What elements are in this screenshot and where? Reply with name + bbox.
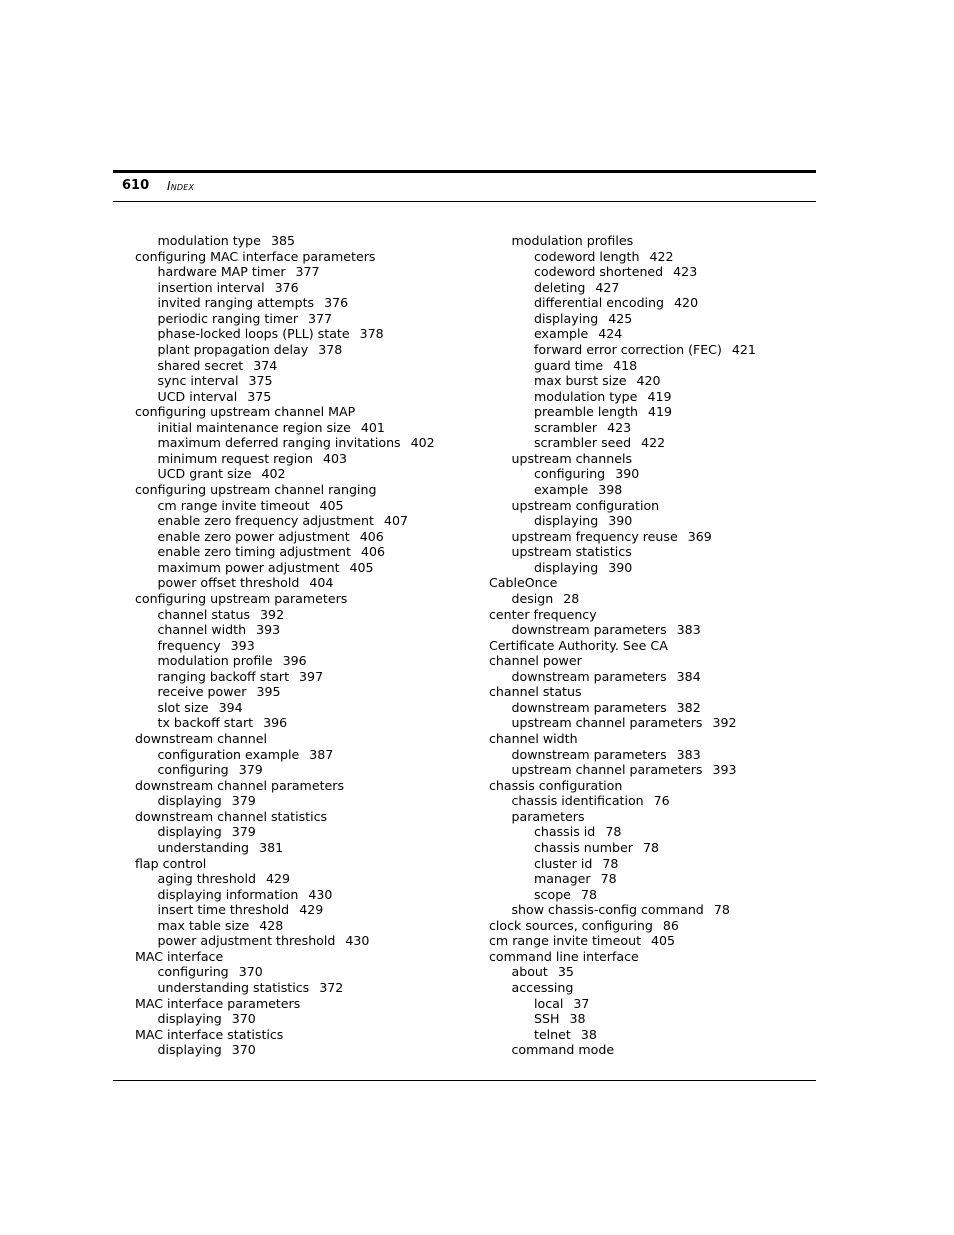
index-term: configuring (157, 964, 229, 980)
index-term: phase-locked loops (PLL) state (157, 326, 350, 342)
index-term: plant propagation delay (157, 341, 309, 357)
index-entry (135, 326, 435, 342)
index-entry (489, 653, 756, 669)
index-entry (135, 918, 435, 934)
index-term: SSH (534, 1011, 560, 1027)
index-entry (135, 949, 435, 965)
index-page-ref: 429 (266, 871, 291, 887)
index-term: downstream parameters (511, 622, 667, 638)
index-term: enable zero power adjustment (157, 528, 350, 544)
index-page-ref: 407 (383, 513, 409, 529)
index-term: show chassis-config command (511, 902, 704, 918)
index-page-ref: 394 (218, 699, 243, 715)
index-entry (135, 887, 435, 903)
index-entry (489, 358, 756, 374)
header-top-rule (113, 170, 816, 173)
index-entry (489, 933, 756, 949)
index-term: enable zero frequency adjustment (157, 513, 374, 529)
index-term: preamble length (534, 404, 639, 420)
index-term: configuring upstream parameters (135, 590, 348, 606)
index-term: upstream channel parameters (511, 762, 703, 778)
index-entry (489, 996, 756, 1012)
page-number: 610 (122, 178, 150, 193)
index-term: cm range invite timeout (489, 933, 642, 949)
index-page-ref: 383 (676, 746, 701, 762)
index-page-ref: 382 (676, 699, 701, 715)
index-term: displaying (157, 1011, 222, 1027)
index-term: UCD grant size (157, 466, 252, 482)
index-term: channel width (489, 731, 578, 746)
index-page-ref: 374 (253, 357, 278, 373)
index-page-ref: 395 (256, 684, 281, 700)
index-term: insertion interval (157, 279, 265, 295)
index-page-ref: 78 (580, 886, 597, 902)
index-entry (135, 902, 435, 918)
index-entry (135, 529, 435, 545)
index-entry (135, 591, 435, 607)
index-term: understanding statistics (157, 980, 310, 995)
index-page-ref: 78 (713, 902, 730, 918)
index-entry (489, 373, 756, 389)
index-entry (489, 638, 756, 654)
index-term: displaying (534, 559, 599, 575)
index-entry (135, 311, 435, 327)
index-entry (489, 591, 756, 607)
index-page-ref: 427 (595, 279, 620, 295)
index-term: example (534, 482, 589, 497)
index-entry (135, 933, 435, 949)
index-entry (489, 747, 756, 763)
index-term: downstream channel (135, 731, 267, 746)
index-entry (489, 840, 756, 856)
index-term: local (534, 995, 564, 1011)
index-term: receive power (157, 684, 247, 700)
index-term: periodic ranging timer (157, 310, 299, 326)
index-term: configuring (157, 762, 229, 778)
index-page-ref: 375 (248, 373, 273, 389)
index-entry (489, 529, 756, 545)
index-entry (135, 249, 435, 265)
index-entry (135, 342, 435, 358)
index-entry (489, 466, 756, 482)
index-page-ref: 428 (259, 917, 284, 933)
index-entry (135, 358, 435, 374)
index-page-ref: 86 (662, 917, 679, 933)
index-page-ref: 381 (259, 839, 284, 855)
index-page-ref: 78 (605, 824, 622, 840)
index-page-ref: 370 (231, 1011, 256, 1027)
index-term: frequency (157, 637, 221, 653)
running-head: Index (167, 179, 195, 193)
index-entry (489, 404, 756, 420)
index-page-ref: 78 (600, 871, 617, 887)
index-entry (489, 607, 756, 623)
index-term: upstream frequency reuse (511, 528, 678, 544)
index-term: slot size (157, 699, 209, 715)
index-entry (489, 949, 756, 965)
index-entry (135, 280, 435, 296)
index-term: downstream channel parameters (135, 777, 345, 793)
index-entry (135, 669, 435, 685)
index-page-ref: 390 (608, 513, 633, 529)
index-term: scrambler (534, 419, 598, 435)
index-term: MAC interface parameters (135, 995, 301, 1011)
index-term: displaying information (157, 886, 299, 902)
index-page-ref: 379 (238, 762, 263, 778)
index-page-ref: 402 (261, 466, 286, 482)
index-entry (489, 809, 756, 825)
index-entry (489, 778, 756, 794)
index-entry (489, 918, 756, 934)
index-term: downstream parameters (511, 746, 667, 762)
index-term: upstream channels (511, 450, 633, 466)
index-term: invited ranging attempts (157, 295, 315, 311)
index-entry (135, 731, 435, 747)
index-page-ref: 420 (636, 373, 661, 389)
index-term: cm range invite timeout (157, 497, 310, 513)
index-term: sync interval (157, 373, 239, 389)
index-entry (135, 560, 435, 576)
index-entry (135, 233, 435, 249)
index-page-ref: 28 (563, 590, 580, 606)
index-page-ref: 423 (607, 419, 632, 435)
index-term: configuring upstream channel MAP (135, 404, 356, 420)
index-page-ref: 376 (274, 279, 299, 295)
index-entry (489, 544, 756, 560)
index-page-ref: 377 (295, 264, 320, 280)
index-entry (489, 684, 756, 700)
index-term: maximum deferred ranging invitations (157, 435, 401, 451)
index-entry (489, 762, 756, 778)
index-term: scope (534, 886, 571, 902)
index-entry (135, 420, 435, 436)
index-term: displaying (157, 793, 222, 809)
index-term: channel status (489, 684, 582, 700)
index-term: displaying (534, 310, 599, 326)
index-entry (489, 1042, 756, 1058)
index-entry (489, 1011, 756, 1027)
index-term: forward error correction (FEC) (534, 341, 722, 357)
index-entry (489, 871, 756, 887)
index-term: understanding (157, 839, 250, 855)
index-term: aging threshold (157, 871, 256, 887)
index-page-ref: 430 (308, 886, 333, 902)
index-entry (135, 435, 435, 451)
index-entry (489, 715, 756, 731)
index-entry (135, 607, 435, 623)
index-page-ref: 401 (360, 419, 385, 435)
index-term: displaying (534, 513, 599, 529)
index-entry (489, 560, 756, 576)
index-entry (489, 264, 756, 280)
index-term: UCD interval (157, 388, 238, 404)
index-entry (135, 498, 435, 514)
index-page-ref: 370 (238, 964, 263, 980)
index-term: channel status (157, 606, 251, 622)
index-entry (489, 311, 756, 327)
index-term: chassis id (534, 824, 596, 840)
index-entry (135, 840, 435, 856)
index-entry (489, 342, 756, 358)
index-page-ref: 419 (648, 404, 673, 420)
index-term: configuring upstream channel ranging (135, 482, 377, 497)
index-page-ref: 387 (309, 746, 334, 762)
index-entry (489, 249, 756, 265)
index-term: minimum request region (157, 450, 313, 466)
index-term: configuring MAC interface parameters (135, 248, 376, 264)
index-term: telnet (534, 1026, 571, 1042)
index-entry (489, 980, 756, 996)
index-page-ref: 377 (308, 310, 333, 326)
index-entry (135, 856, 435, 872)
index-entry (135, 404, 435, 420)
index-term: downstream channel statistics (135, 808, 328, 824)
index-term: modulation profile (157, 653, 273, 669)
index-entry (135, 747, 435, 763)
index-term: command mode (511, 1042, 615, 1058)
index-entry (135, 809, 435, 825)
index-page-ref: 384 (676, 668, 701, 684)
index-entry (135, 638, 435, 654)
index-term: channel width (157, 622, 247, 638)
index-entry (489, 669, 756, 685)
index-term: tx backoff start (157, 715, 254, 731)
index-entry (135, 264, 435, 280)
index-page-ref: 376 (324, 295, 349, 311)
index-term: upstream statistics (511, 544, 632, 560)
index-term: initial maintenance region size (157, 419, 351, 435)
index-term: MAC interface statistics (135, 1026, 284, 1042)
index-term: upstream configuration (511, 497, 660, 513)
index-term: downstream parameters (511, 668, 667, 684)
index-page-ref: 390 (608, 559, 633, 575)
index-page-ref: 429 (299, 902, 324, 918)
index-entry (135, 513, 435, 529)
index-page-ref: 406 (360, 544, 386, 560)
index-entry (489, 824, 756, 840)
index-term: example (534, 326, 589, 342)
index-term: design (511, 590, 554, 606)
index-term: max burst size (534, 373, 627, 389)
index-entry (135, 824, 435, 840)
index-term: upstream channel parameters (511, 715, 703, 731)
index-term: modulation type (534, 388, 638, 404)
index-page-ref: 378 (318, 341, 343, 357)
index-term: command line interface (489, 948, 639, 964)
index-term: downstream parameters (511, 699, 667, 715)
index-column-left (135, 233, 435, 1058)
index-term: configuring (534, 466, 606, 482)
index-term: displaying (157, 824, 222, 840)
index-entry (135, 684, 435, 700)
index-page-ref: 405 (349, 559, 374, 575)
index-entry (135, 575, 435, 591)
index-page-ref: 418 (613, 357, 638, 373)
index-page-ref: 392 (712, 715, 737, 731)
index-entry (135, 544, 435, 560)
index-page-ref: 392 (260, 606, 285, 622)
index-entry (489, 482, 756, 498)
index-entry (489, 731, 756, 747)
index-entry (135, 451, 435, 467)
index-page-ref: 38 (580, 1026, 597, 1042)
index-entry (135, 793, 435, 809)
index-page-ref: 372 (319, 980, 344, 995)
index-entry (489, 513, 756, 529)
index-term: insert time threshold (157, 902, 290, 918)
index-page-ref: 420 (674, 295, 699, 311)
index-page-ref: 393 (230, 637, 255, 653)
index-page-ref: 397 (299, 668, 324, 684)
index-page-ref: 419 (647, 388, 672, 404)
index-page-ref: 369 (687, 528, 712, 544)
index-term: configuration example (157, 746, 300, 762)
index-entry (135, 373, 435, 389)
index-page-ref: 375 (247, 388, 272, 404)
index-entry (135, 980, 435, 996)
index-entry (489, 964, 756, 980)
index-page-ref: 379 (231, 824, 256, 840)
index-entry (135, 871, 435, 887)
index-entry (489, 902, 756, 918)
index-page-ref: 37 (573, 995, 590, 1011)
index-entry (489, 295, 756, 311)
index-term: power adjustment threshold (157, 933, 336, 949)
index-entry (135, 1011, 435, 1027)
index-term: deleting (534, 279, 586, 295)
index-entry (135, 715, 435, 731)
index-entry (489, 280, 756, 296)
index-page-ref: 421 (731, 341, 756, 357)
index-term: center frequency (489, 606, 597, 622)
index-term: power offset threshold (157, 575, 300, 591)
index-page-ref: 424 (598, 326, 623, 342)
index-term: channel power (489, 653, 582, 669)
index-entry (135, 622, 435, 638)
index-entry (489, 575, 756, 591)
index-entry (489, 700, 756, 716)
index-page-ref: 430 (345, 933, 370, 949)
index-term: MAC interface (135, 948, 224, 964)
index-page-ref: 405 (319, 497, 344, 513)
index-term: shared secret (157, 357, 244, 373)
index-term: CableOnce (489, 575, 558, 591)
index-page-ref: 425 (608, 310, 633, 326)
index-entry (489, 389, 756, 405)
index-entry (135, 466, 435, 482)
index-page-ref: 406 (359, 528, 384, 544)
index-term: differential encoding (534, 295, 665, 311)
index-term: chassis number (534, 839, 633, 855)
index-entry (489, 856, 756, 872)
index-term: accessing (511, 980, 574, 995)
footer-rule (113, 1080, 816, 1081)
index-page-ref: 396 (282, 653, 307, 669)
index-column-right (489, 233, 756, 1058)
index-page-ref: 422 (641, 435, 666, 451)
index-page-ref: 423 (673, 264, 698, 280)
index-page-ref: 76 (653, 793, 670, 809)
index-term: cluster id (534, 855, 593, 871)
index-term: ranging backoff start (157, 668, 290, 684)
index-term: chassis configuration (489, 777, 623, 793)
index-term: parameters (511, 808, 585, 824)
index-entry (489, 326, 756, 342)
index-page-ref: 35 (557, 964, 574, 980)
index-page-ref: 393 (256, 622, 281, 638)
index-entry (135, 700, 435, 716)
index-term: about (511, 964, 548, 980)
index-term: codeword length (534, 248, 640, 264)
index-page-ref: 38 (569, 1011, 586, 1027)
index-entry (489, 435, 756, 451)
index-entry (135, 964, 435, 980)
index-page-ref: 402 (410, 435, 435, 451)
index-term: hardware MAP timer (157, 264, 286, 280)
index-page-ref: 379 (231, 793, 256, 809)
header-bottom-rule (113, 201, 816, 202)
index-term: modulation type (157, 233, 261, 248)
index-page-ref: 383 (676, 622, 701, 638)
index-term: manager (534, 871, 591, 887)
index-entry (489, 1027, 756, 1043)
index-page-ref: 378 (359, 326, 384, 342)
index-page-ref: 398 (598, 482, 623, 497)
index-page-ref: 404 (309, 575, 334, 591)
index-entry (135, 778, 435, 794)
index-page-ref: 405 (651, 933, 676, 949)
index-entry (135, 1042, 435, 1058)
index-entry (489, 420, 756, 436)
index-entry (135, 1027, 435, 1043)
index-page-ref: 403 (322, 450, 348, 466)
index-entry (489, 887, 756, 903)
index-entry (489, 233, 756, 249)
index-page-ref: 390 (615, 466, 640, 482)
index-term: guard time (534, 357, 604, 373)
index-page-ref: 78 (602, 855, 619, 871)
index-term: codeword shortened (534, 264, 664, 280)
index-entry (489, 498, 756, 514)
index-term: scrambler seed (534, 435, 632, 451)
index-term: max table size (157, 917, 250, 933)
index-page-ref: 78 (642, 839, 659, 855)
index-entry (489, 622, 756, 638)
index-entry (135, 389, 435, 405)
index-term: clock sources, configuring (489, 917, 653, 933)
index-term: Certificate Authority. See CA (489, 637, 668, 653)
index-term: modulation profiles (511, 233, 634, 248)
index-term: displaying (157, 1042, 222, 1058)
index-page-ref: 385 (270, 233, 295, 248)
index-entry (135, 996, 435, 1012)
index-page-ref: 422 (649, 248, 674, 264)
index-entry (489, 793, 756, 809)
index-term: flap control (135, 855, 207, 871)
index-entry (489, 451, 756, 467)
index-entry (135, 762, 435, 778)
index-entry (135, 653, 435, 669)
index-term: maximum power adjustment (157, 559, 340, 575)
index-page-ref: 393 (712, 762, 737, 778)
index-entry (135, 295, 435, 311)
index-page-ref: 370 (231, 1042, 256, 1058)
index-page-ref: 396 (263, 715, 288, 731)
index-entry (135, 482, 435, 498)
index-term: chassis identification (511, 793, 644, 809)
index-term: enable zero timing adjustment (157, 544, 351, 560)
